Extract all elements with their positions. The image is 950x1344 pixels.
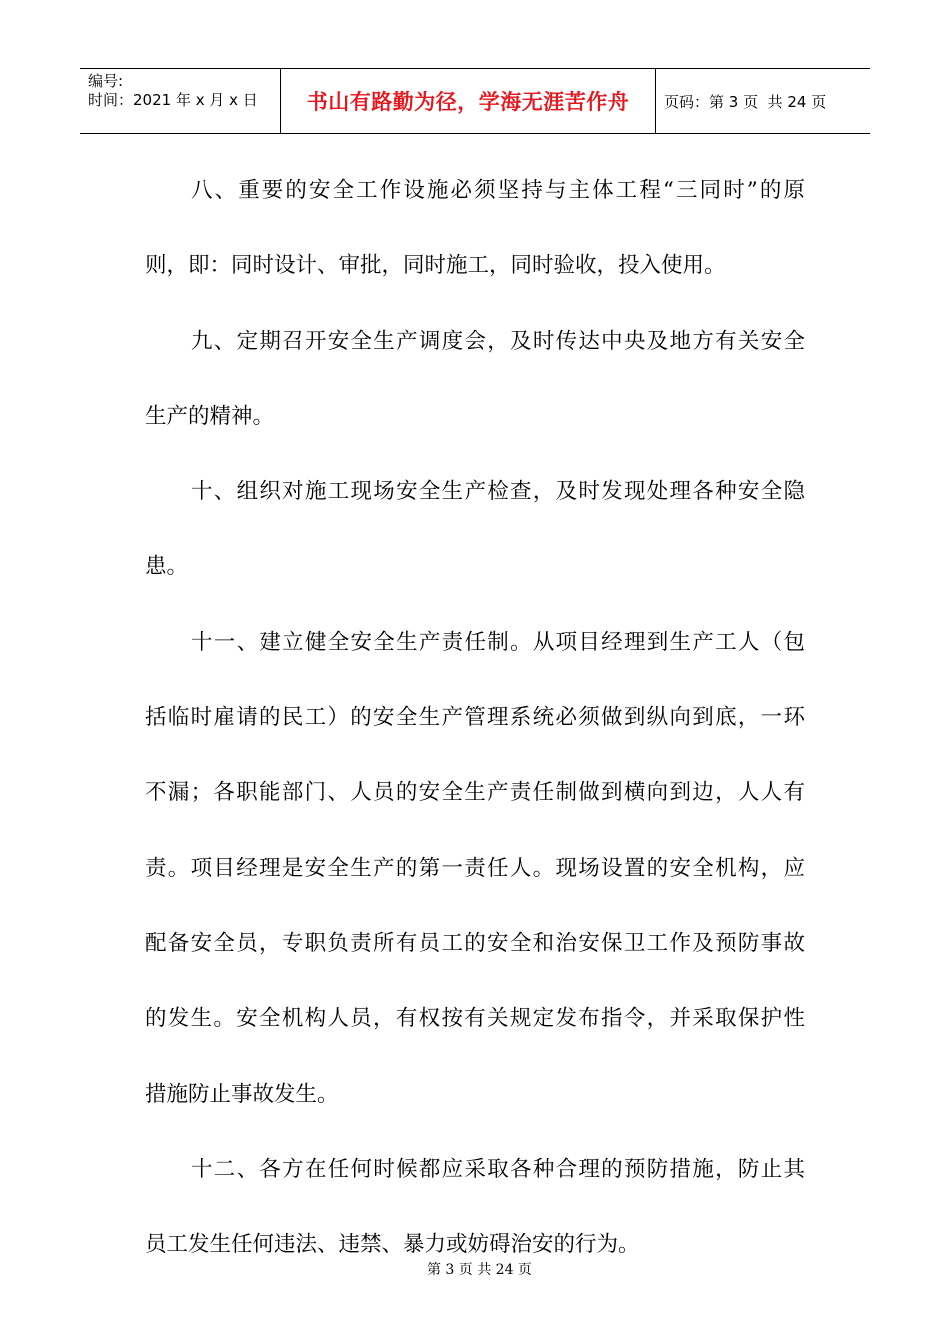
header-page-cell xyxy=(656,69,870,133)
paragraph-11-line-4: 责。项目经理是安全生产的第一责任人。现场设置的安全机构，应 xyxy=(145,855,805,881)
paragraph-11-line-3: 不漏；各职能部门、人员的安全生产责任制做到横向到边，人人有 xyxy=(145,780,805,806)
paragraph-12-line-2: 员工发生任何违法、违禁、暴力或妨碍治安的行为。 xyxy=(145,1232,640,1258)
paragraph-8-line-2: 则，即：同时设计、审批，同时施工，同时验收，投入使用。 xyxy=(145,253,726,279)
document-date: 时间：2021 年 x 月 x 日 xyxy=(88,91,258,109)
footer-page-number: 第 3 页 共 24 页 xyxy=(426,1262,532,1278)
header-motto-cell xyxy=(281,69,656,133)
paragraph-9-line-1: 九、定期召开安全生产调度会，及时传达中央及地方有关安全 xyxy=(191,328,805,354)
document-body xyxy=(145,153,805,1282)
paragraph-11-line-1: 十一、建立健全安全生产责任制。从项目经理到生产工人（包 xyxy=(191,629,805,655)
paragraph-11-line-5: 配备安全员，专职负责所有员工的安全和治安保卫工作及预防事故 xyxy=(145,930,805,956)
header-page-info: 页码：第 3 页 共 24 页 xyxy=(664,92,827,111)
page-header xyxy=(80,68,870,134)
header-meta-cell xyxy=(80,69,281,133)
page-footer xyxy=(0,1243,950,1279)
paragraph-11-line-2: 括临时雇请的民工）的安全生产管理系统必须做到纵向到底，一环 xyxy=(145,705,805,731)
paragraph-10-line-1: 十、组织对施工现场安全生产检查，及时发现处理各种安全隐 xyxy=(191,479,805,505)
paragraph-11-line-6: 的发生。安全机构人员，有权按有关规定发布指令，并采取保护性 xyxy=(145,1006,805,1032)
paragraph-12-line-1: 十二、各方在任何时候都应采取各种合理的预防措施，防止其 xyxy=(191,1156,805,1182)
header-motto: 书山有路勤为径，学海无涯苦作舟 xyxy=(306,90,630,114)
document-number-label: 编号: xyxy=(88,72,124,90)
paragraph-10-line-2: 患。 xyxy=(145,554,189,580)
paragraph-9-line-2: 生产的精神。 xyxy=(145,403,275,429)
paragraph-8-line-1: 八、重要的安全工作设施必须坚持与主体工程“三同时”的原 xyxy=(191,178,805,203)
paragraph-11-line-7: 措施防止事故发生。 xyxy=(145,1081,339,1107)
